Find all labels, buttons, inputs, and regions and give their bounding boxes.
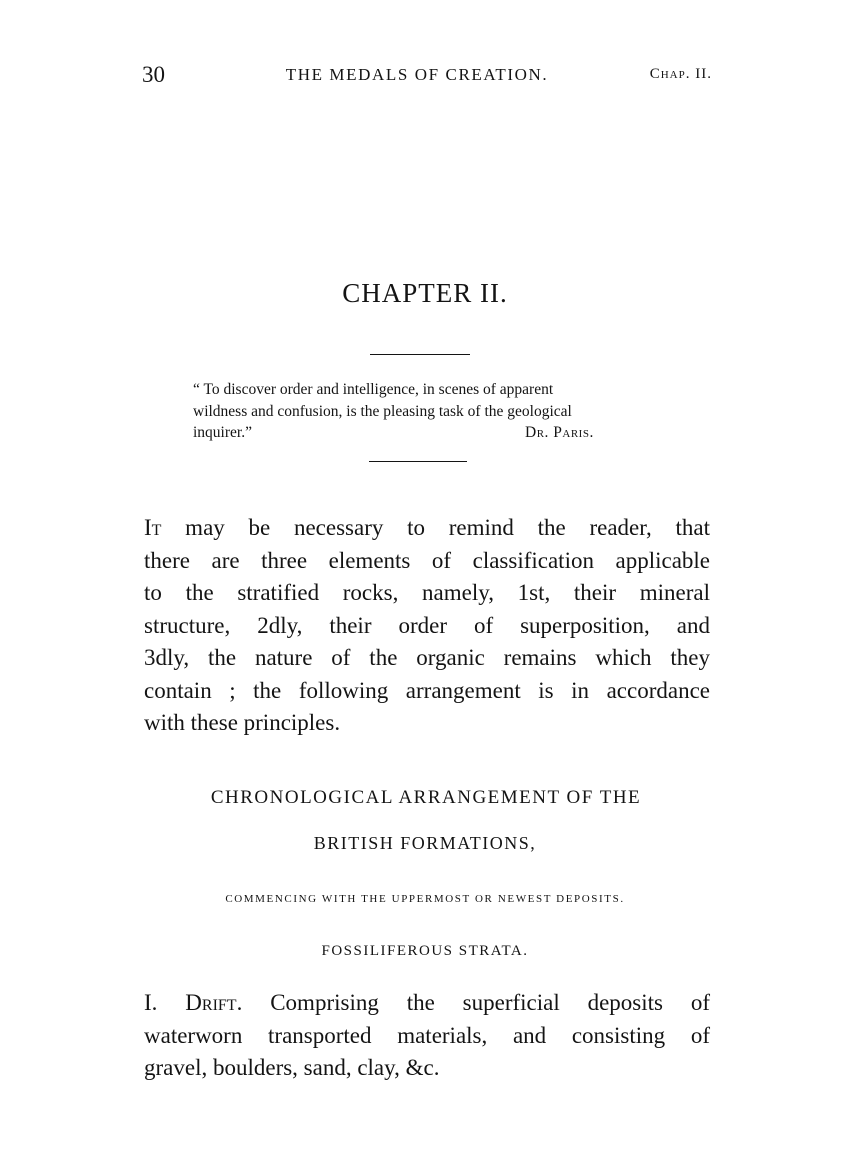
paragraph-line: with these principles. xyxy=(144,710,341,735)
paragraph-line: 3dly, the nature of the organic remains which they xyxy=(144,645,710,670)
epigraph-line: inquirer.” xyxy=(193,424,252,441)
running-head xyxy=(142,62,712,92)
paragraph-line: contain ; the following arrangement is in accordance xyxy=(144,677,710,703)
intro-first-word: It xyxy=(144,515,162,540)
arrangement-heading-line1: CHRONOLOGICAL ARRANGEMENT OF THE xyxy=(210,787,642,808)
paragraph-line xyxy=(144,512,710,545)
epigraph-last-line xyxy=(193,422,671,444)
epigraph-line: “ To discover order and intelligence, in scenes of apparent xyxy=(193,381,554,398)
paragraph-line: there are three elements of classification applicable xyxy=(144,547,710,573)
arrangement-heading-line2: BRITISH FORMATIONS, xyxy=(313,833,537,853)
epigraph-attribution xyxy=(525,422,594,444)
paragraph-line-text: Comprising the superficial deposits of xyxy=(242,990,711,1015)
running-title: THE MEDALS OF CREATION. xyxy=(285,65,549,84)
epigraph xyxy=(193,379,671,444)
arrangement-subheading: COMMENCING WITH THE UPPERMOST OR NEWEST DEPOSITS. xyxy=(225,893,625,905)
drift-paragraph xyxy=(144,987,710,1085)
intro-paragraph xyxy=(144,512,710,740)
chapter-title: CHAPTER II. xyxy=(342,278,508,308)
paragraph-line: to the stratified rocks, namely, 1st, their mineral xyxy=(144,580,710,605)
drift-numeral: I. xyxy=(144,990,158,1015)
page-number: 30 xyxy=(142,62,165,87)
running-chapter xyxy=(650,66,712,83)
running-chapter-text: Chap. II. xyxy=(649,66,712,82)
paragraph-line: waterworn transported materials, and consisting of xyxy=(144,1022,710,1048)
epigraph-line: wildness and confusion, is the pleasing task of the geological xyxy=(193,402,572,420)
epigraph-bottom-rule xyxy=(369,461,467,462)
section-heading: FOSSILIFEROUS STRATA. xyxy=(321,943,529,959)
drift-title: Drift. xyxy=(185,990,243,1015)
paragraph-line: structure, 2dly, their order of superposition, and xyxy=(144,612,710,638)
epigraph-attribution-text: Dr. Paris. xyxy=(525,424,594,441)
epigraph-top-rule xyxy=(370,354,470,355)
paragraph-line: gravel, boulders, sand, clay, &c. xyxy=(144,1055,440,1080)
paragraph-line xyxy=(144,987,710,1020)
paragraph-line-text: may be necessary to remind the reader, that xyxy=(161,515,710,540)
